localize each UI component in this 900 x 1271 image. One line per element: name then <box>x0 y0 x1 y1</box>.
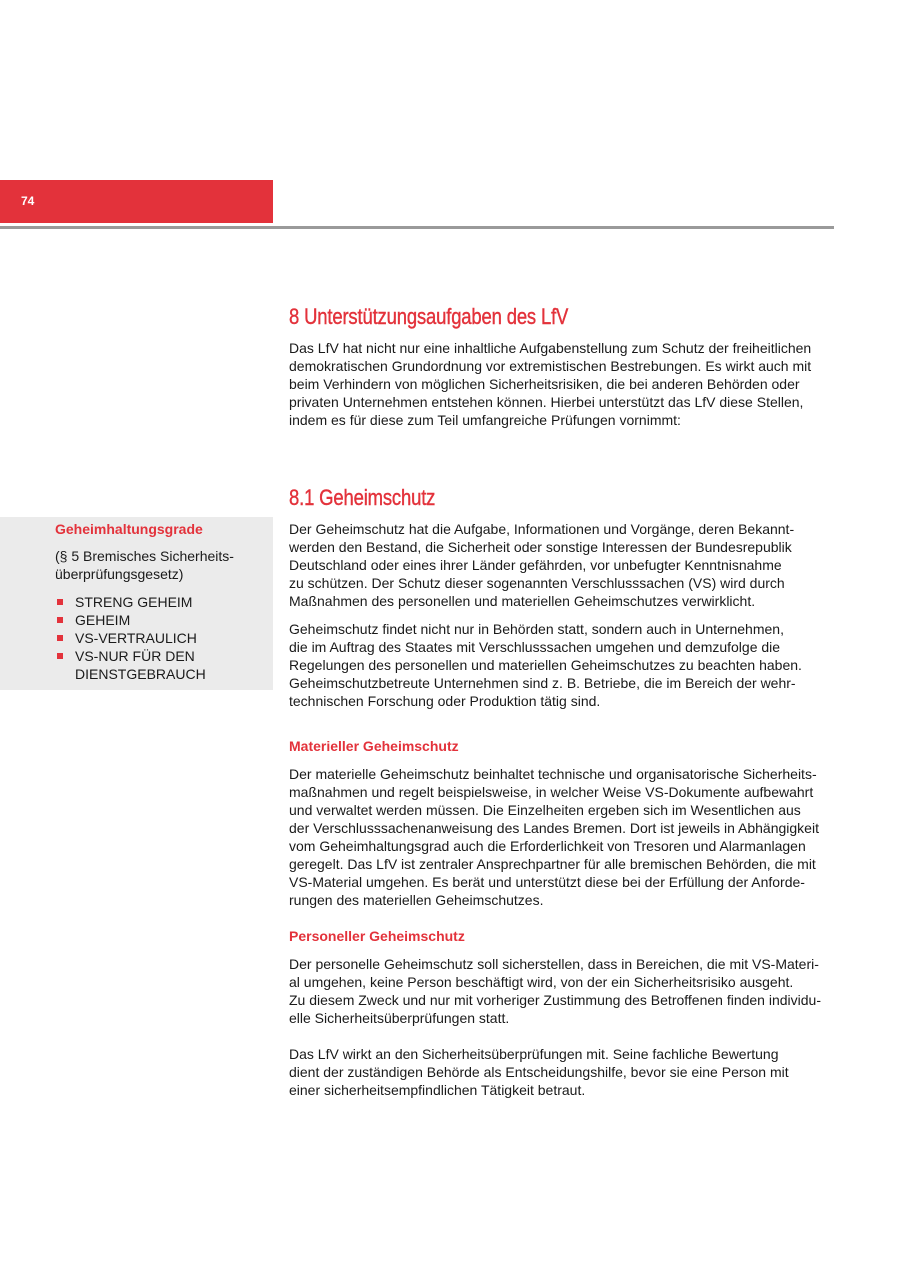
text-line: beim Verhindern von möglichen Sicherheitsrisiken, die bei anderen Behörden oder <box>289 376 800 392</box>
list-item-label: DIENSTGEBRAUCH <box>75 666 206 682</box>
text-line: zu schützen. Der Schutz dieser sogenannten Verschlusssachen (VS) wird durch <box>289 575 785 591</box>
text-line: indem es für diese zum Teil umfangreiche Prüfungen vornimmt: <box>289 412 681 428</box>
materieller-geheimschutz-heading: Materieller Geheimschutz <box>289 738 459 754</box>
text-line: rungen des materiellen Geheimschutzes. <box>289 892 544 908</box>
text-line: Das LfV wirkt an den Sicherheitsüberprüfungen mit. Seine fachliche Bewertung <box>289 1046 779 1062</box>
sidebar-note <box>55 547 234 583</box>
section-8-title: 8 Unterstützungsaufgaben des LfV <box>289 304 569 329</box>
text-line: Der materielle Geheimschutz beinhaltet technische und organisatorische Sicherheits- <box>289 766 817 782</box>
sidebar-title: Geheimhaltungsgrade <box>55 521 203 537</box>
text-line: technischen Forschung oder Produktion tätig sind. <box>289 693 601 709</box>
text-line: Der personelle Geheimschutz soll sicherstellen, dass in Bereichen, die mit VS-Materi- <box>289 956 819 972</box>
square-bullet-icon <box>57 617 63 623</box>
materieller-geheimschutz-paragraph <box>289 765 819 909</box>
list-item-label: VS-VERTRAULICH <box>75 630 197 646</box>
square-bullet-icon <box>57 599 63 605</box>
personeller-geheimschutz-paragraph-1 <box>289 955 821 1027</box>
text-line: dient der zuständigen Behörde als Entscheidungshilfe, bevor sie eine Person mit <box>289 1064 789 1080</box>
header-rule <box>0 226 834 229</box>
text-line: der Verschlusssachenanweisung des Landes Bremen. Dort ist jeweils in Abhängigkeit <box>289 820 819 836</box>
square-bullet-icon <box>57 653 63 659</box>
text-line: werden den Bestand, die Sicherheit oder sonstige Interessen der Bundesrepublik <box>289 539 792 555</box>
text-line: vom Geheimhaltungsgrad auch die Erforderlichkeit von Tresoren und Alarmanlagen <box>289 838 806 854</box>
text-line: einer sicherheitsempfindlichen Tätigkeit betraut. <box>289 1082 586 1098</box>
text-line: Maßnahmen des personellen und materiellen Geheimschutzes verwirklicht. <box>289 593 756 609</box>
text-line: Das LfV hat nicht nur eine inhaltliche Aufgabenstellung zum Schutz der freiheitlichen <box>289 340 812 356</box>
list-item <box>55 611 206 629</box>
list-item <box>55 629 206 647</box>
text-line: privaten Unternehmen entstehen können. Hierbei unterstützt das LfV diese Stellen, <box>289 394 804 410</box>
list-item-label: GEHEIM <box>75 612 131 628</box>
text-line: VS-Material umgehen. Es berät und unterstützt diese bei der Erfüllung der Anforde- <box>289 874 805 890</box>
list-item-continuation <box>55 665 206 683</box>
list-item-label: STRENG GEHEIM <box>75 594 193 610</box>
list-item-label: VS-NUR FÜR DEN <box>75 648 195 664</box>
personeller-geheimschutz-paragraph-2 <box>289 1045 789 1099</box>
text-line: Geheimschutz findet nicht nur in Behörden statt, sondern auch in Unternehmen, <box>289 621 784 637</box>
page-number-tab <box>0 180 273 223</box>
text-line: Deutschland oder eines ihrer Länder gefährden, vor unbefugter Kenntnisnahme <box>289 557 782 573</box>
sidebar-box <box>0 517 273 690</box>
text-line: demokratischen Grundordnung vor extremistischen Bestrebungen. Es wirkt auch mit <box>289 358 812 374</box>
personeller-geheimschutz-heading: Personeller Geheimschutz <box>289 928 465 944</box>
text-line: Zu diesem Zweck und nur mit vorheriger Zustimmung des Betroffenen finden individu- <box>289 992 821 1008</box>
text-line: al umgehen, keine Person beschäftigt wird, von der ein Sicherheitsrisiko ausgeht. <box>289 974 794 990</box>
list-item <box>55 647 206 665</box>
section-8-1-paragraph-1 <box>289 520 794 610</box>
classification-list <box>55 593 206 683</box>
text-line: Der Geheimschutz hat die Aufgabe, Informationen und Vorgänge, deren Bekannt- <box>289 521 795 537</box>
text-line: Regelungen des personellen und materiellen Geheimschutzes zu beachten haben. <box>289 657 802 673</box>
text-line: und verwaltet werden müssen. Die Einzelheiten ergeben sich im Wesentlichen aus <box>289 802 801 818</box>
text-line: maßnahmen und regelt beispielsweise, in welcher Weise VS-Dokumente aufbewahrt <box>289 784 814 800</box>
sidebar-note-line: überprüfungsgesetz) <box>55 566 184 582</box>
text-line: geregelt. Das LfV ist zentraler Ansprechpartner für alle bremischen Behörden, die mit <box>289 856 816 872</box>
text-line: die im Auftrag des Staates mit Verschlusssachen umgehen und demzufolge die <box>289 639 781 655</box>
text-line: elle Sicherheitsüberprüfungen statt. <box>289 1010 510 1026</box>
section-8-intro <box>289 339 811 429</box>
sidebar-note-line: (§ 5 Bremisches Sicherheits- <box>55 548 234 564</box>
square-bullet-icon <box>57 635 63 641</box>
page-number: 74 <box>21 194 35 208</box>
list-item <box>55 593 206 611</box>
section-8-1-title: 8.1 Geheimschutz <box>289 485 436 510</box>
section-8-1-paragraph-2 <box>289 620 802 710</box>
text-line: Geheimschutzbetreute Unternehmen sind z. B. Betriebe, die im Bereich der wehr- <box>289 675 796 691</box>
